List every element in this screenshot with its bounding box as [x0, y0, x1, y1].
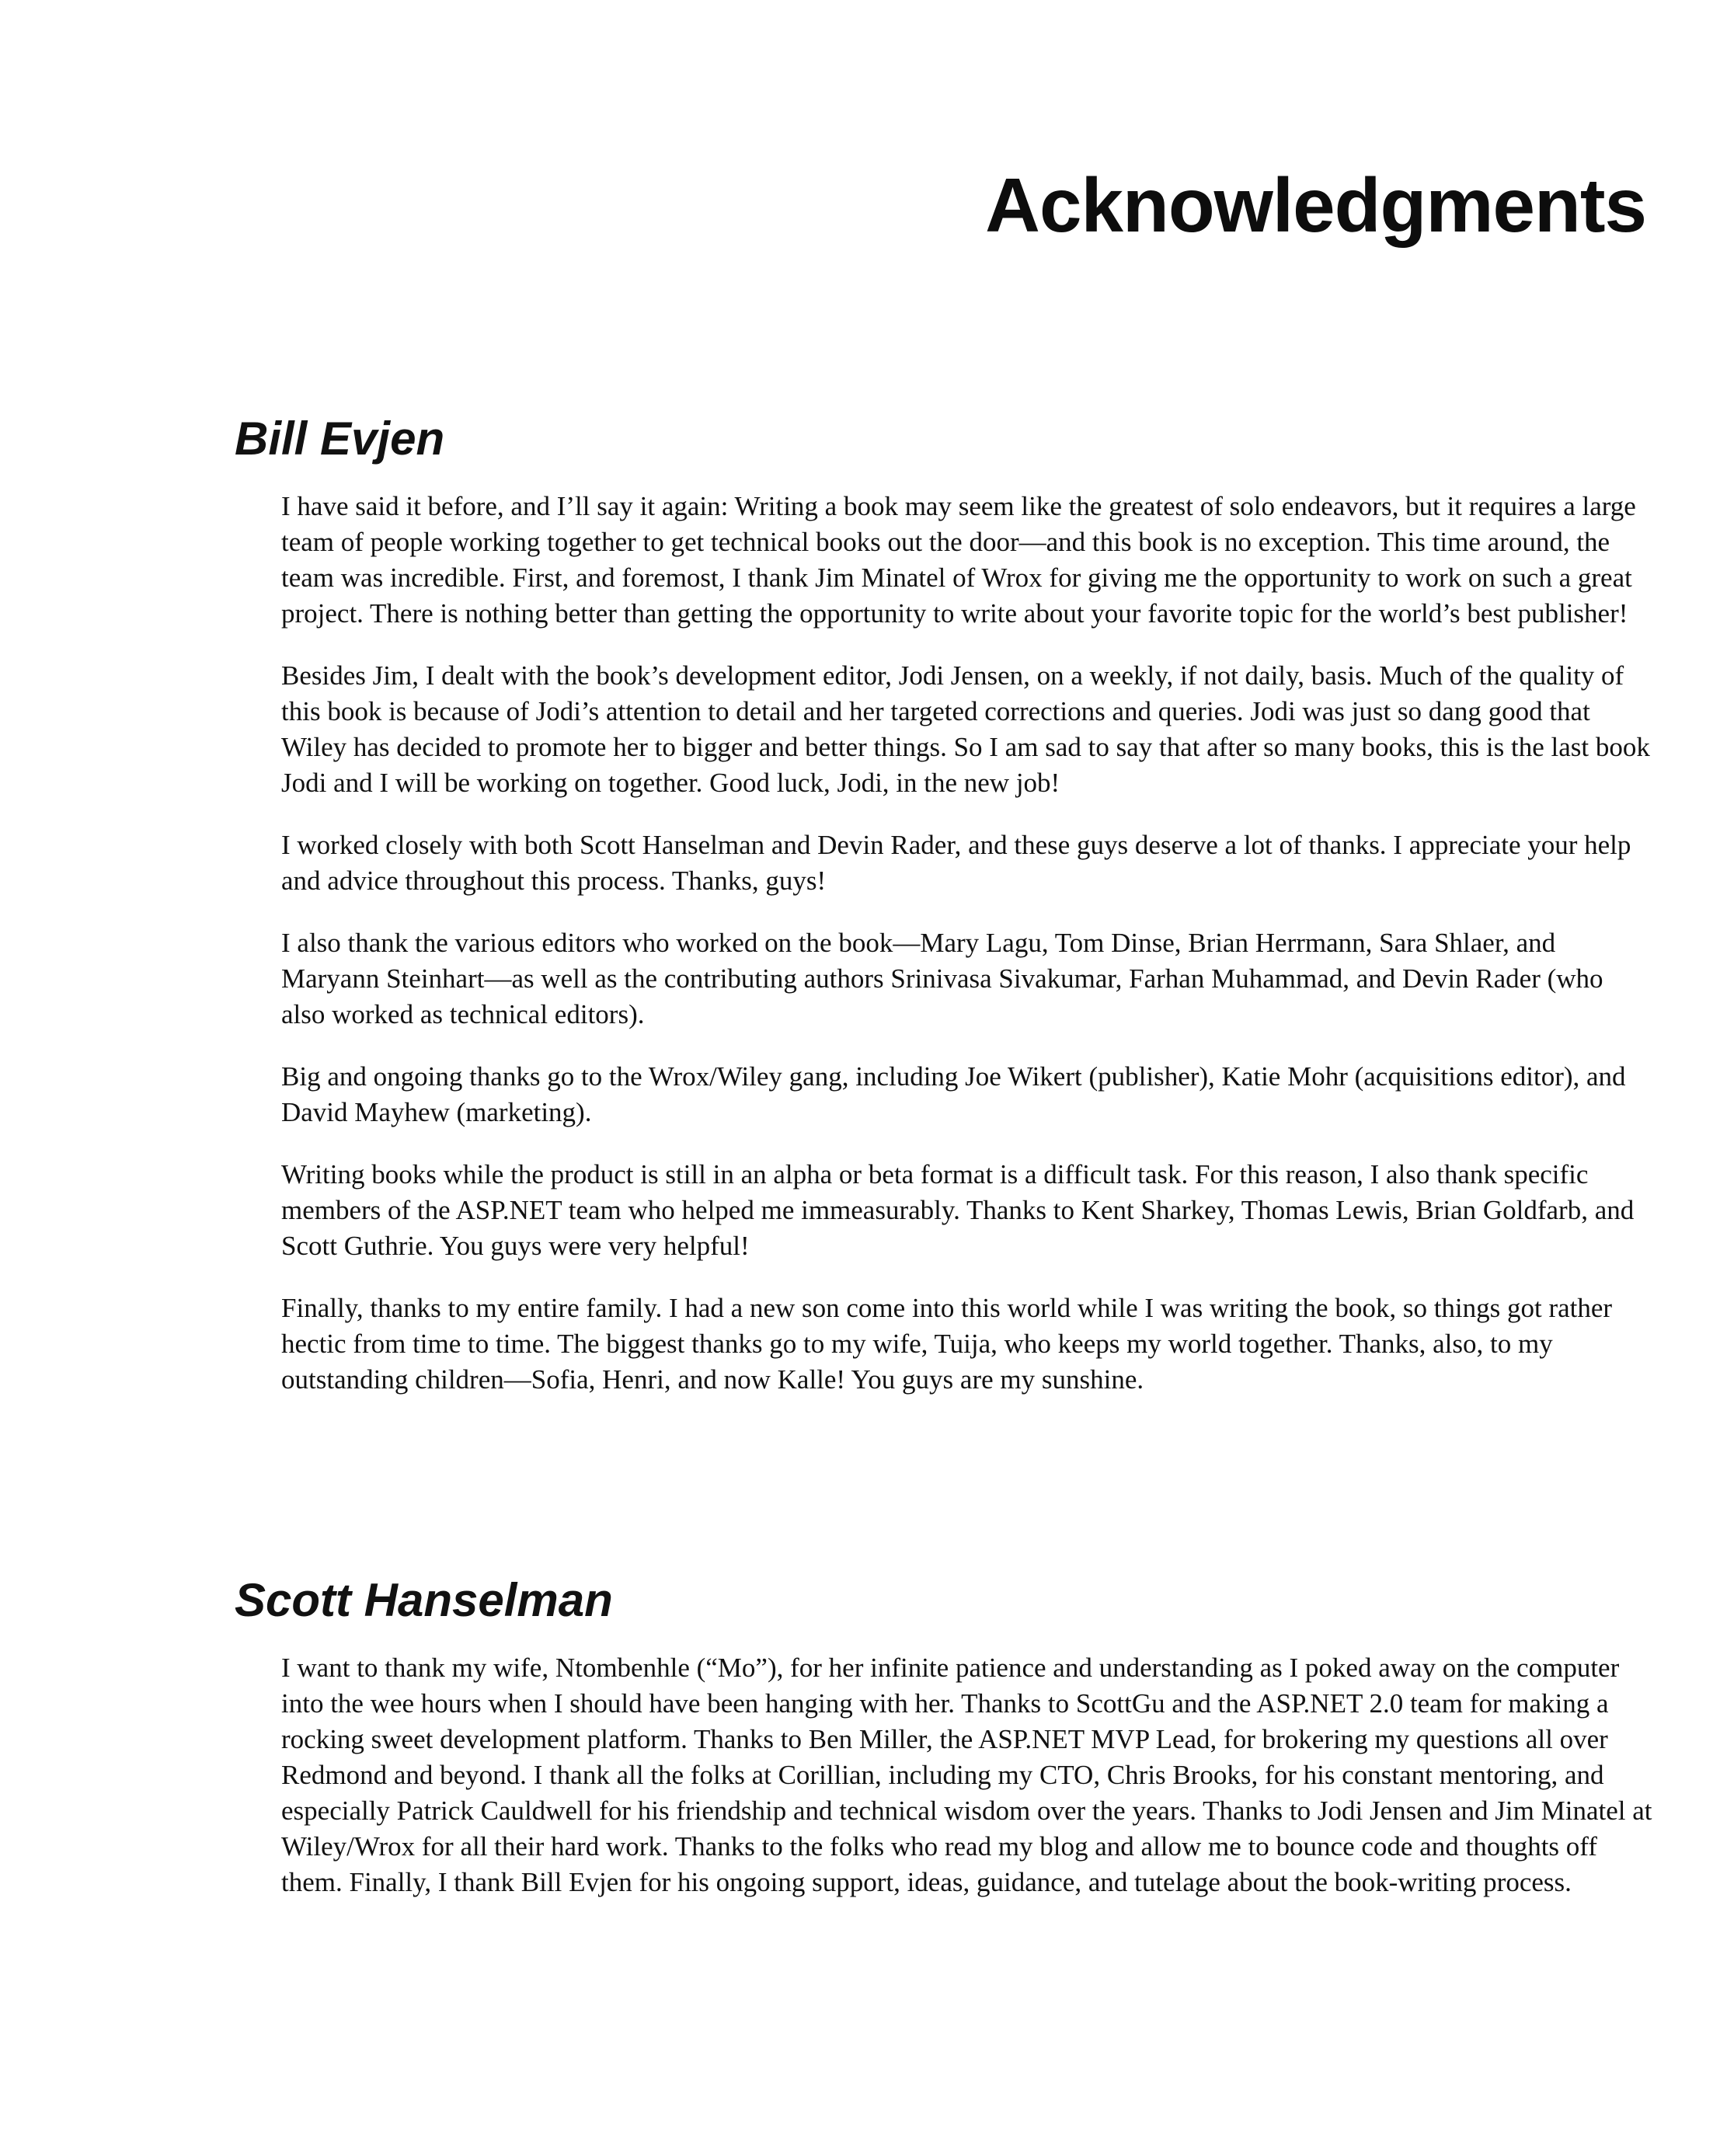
paragraph: Finally, thanks to my entire family. I had a new son come into this world while I was writing the book, so things got rather hectic from time to time. The biggest thanks go to my wife, Tuija, who keeps my world together. Thanks, also, to my outstanding children—Sofia, Henri, and now Kalle! You guys are my sunshine. — [281, 1293, 1613, 1395]
paragraph: Writing books while the product is still in an alpha or beta format is a difficult task. For this reason, I also thank specific members of the ASP.NET team who helped me immeasurably. Thanks to Kent Sharkey, Thomas Lewis, Brian Goldfarb, and Scott Guthrie. You guys were very helpful! — [281, 1159, 1635, 1261]
section-heading-bill-evjen: Bill Evjen — [235, 413, 445, 465]
section-heading-scott-hanselman: Scott Hanselman — [235, 1574, 613, 1626]
paragraph: I also thank the various editors who worked on the book—Mary Lagu, Tom Dinse, Brian Herrmann, Sara Shlaer, and Maryann Steinhart—as well as the contributing authors Srinivasa Sivakumar, Farhan Muhammad, and Devin Rader (who also worked as technical editors). — [281, 928, 1603, 1029]
section-body-scott-hanselman — [281, 1650, 1652, 1900]
section-scott-hanselman — [235, 1574, 1652, 1927]
page-title: Acknowledgments — [985, 162, 1646, 248]
paragraph: Big and ongoing thanks go to the Wrox/Wiley gang, including Joe Wikert (publisher), Katie Mohr (acquisitions editor), and David Mayhew (marketing). — [281, 1061, 1626, 1127]
section-body-bill-evjen — [281, 489, 1652, 1398]
section-bill-evjen — [235, 413, 1652, 1424]
paragraph: Besides Jim, I dealt with the book’s development editor, Jodi Jensen, on a weekly, if not daily, basis. Much of the quality of this book is because of Jodi’s attention to detail and her targeted corrections and queries. Jodi was just so dang good that Wiley has decided to promote her to bigger and better things. So I am sad to say that after so many books, this is the last book Jodi and I will be working on together. Good luck, Jodi, in the new job! — [281, 660, 1650, 798]
paragraph: I worked closely with both Scott Hanselman and Devin Rader, and these guys deserve a lot of thanks. I appreciate your help and advice throughout this process. Thanks, guys! — [281, 830, 1631, 896]
paragraph: I have said it before, and I’ll say it again: Writing a book may seem like the greatest of solo endeavors, but it requires a large team of people working together to get technical books out the door—and this book is no exception. This time around, the team was incredible. First, and foremost, I thank Jim Minatel of Wrox for giving me the opportunity to work on such a great project. There is nothing better than getting the opportunity to write about your favorite topic for the world’s best publisher! — [281, 491, 1636, 629]
paragraph: I want to thank my wife, Ntombenhle (“Mo”), for her infinite patience and understanding as I poked away on the computer into the wee hours when I should have been hanging with her. Thanks to ScottGu and the ASP.NET 2.0 team for making a rocking sweet development platform. Thanks to Ben Miller, the ASP.NET MVP Lead, for brokering my questions all over Redmond and beyond. I thank all the folks at Corillian, including my CTO, Chris Brooks, for his constant mentoring, and especially Patrick Cauldwell for his friendship and technical wisdom over the years. Thanks to Jodi Jensen and Jim Minatel at Wiley/Wrox for all their hard work. Thanks to the folks who read my blog and allow me to bounce code and thoughts off them. Finally, I thank Bill Evjen for his ongoing support, ideas, guidance, and tutelage about the book-writing process. — [281, 1653, 1652, 1897]
